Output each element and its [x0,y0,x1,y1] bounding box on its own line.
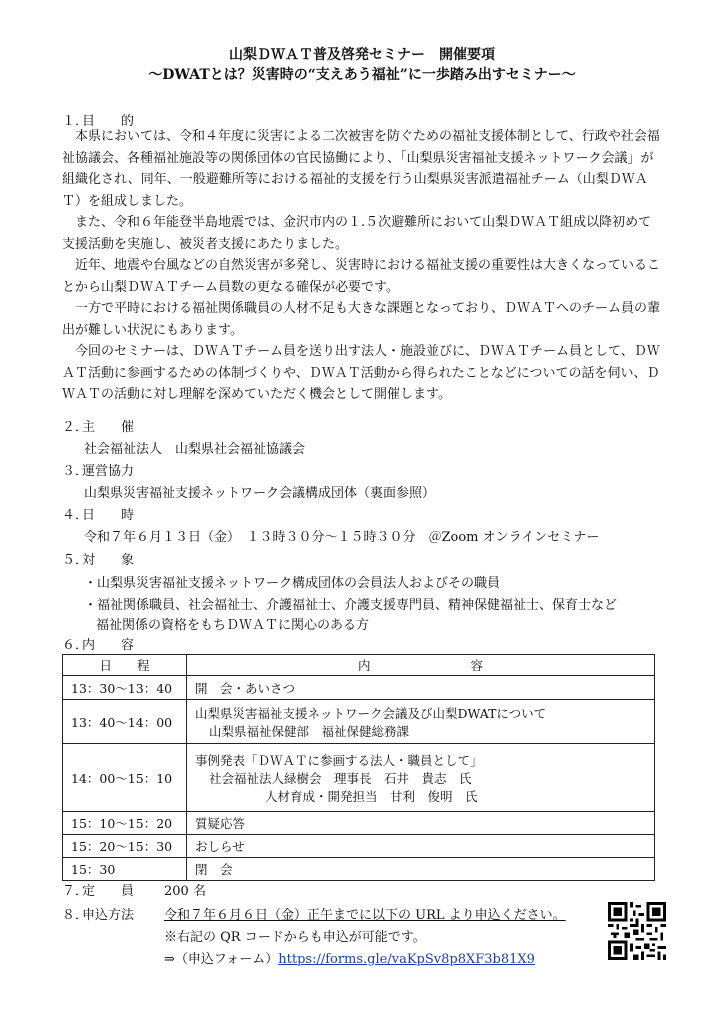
row-content: 質疑応答 [187,812,655,835]
section-purpose-heading: １．目 的 [62,114,135,129]
table-row [63,812,655,835]
organizer-value: 社会福祉法人 山梨県社会福祉協議会 [84,442,306,457]
row-content: 閉 会 [187,858,655,881]
row-content: 山梨県災害福祉支援ネットワーク会議及び山梨DWATについて 山梨県福祉保健部 福祉保健総務課 [187,700,655,744]
page-title: 山梨ＤＷＡＴ普及啓発セミナー 開催要項 [229,47,495,63]
apply-form-line: ⇒（申込フォーム）https://forms.gle/vaKpSv8p8XF3b81X9 [164,952,535,967]
row-time: 15：20～15：30 [63,835,187,858]
purpose-paragraph: 一方で平時における福祉関係職員の人材不足も大きな課題となっており、ＤＷＡＴへのチーム員の輩出が難しい状況にもあります。 [62,301,661,338]
row-content: 事例発表「ＤＷＡＴに参画する法人・職員として」 社会福祉法人緑樹会 理事長 石井 貴志 氏 人材育成・開発担当 甘利 俊明 氏 [187,744,655,812]
schedule-table [62,654,655,881]
qr-code-icon[interactable] [608,902,666,960]
target-item: ・山梨県災害福祉支援ネットワーク構成団体の会員法人およびその職員 [84,576,501,591]
section-cooperation-heading: ３．運営協力 [62,464,135,479]
row-time: 13：40～14：00 [63,700,187,744]
row-time: 13：30～13：40 [63,676,187,700]
row-content: 開 会・あいさつ [187,676,655,700]
purpose-paragraph: 今回のセミナーは、ＤＷＡＴチーム員を送り出す法人・施設並びに、ＤＷＡＴチーム員として、ＤＷＡＴ活動に参画するための体制づくりや、ＤＷＡＴ活動から得られたことなどについての話を伺い、ＤＷＡＴの活動に対し理解を深めていただく機会として開催します。 [62,344,660,402]
apply-form-link[interactable]: https://forms.gle/vaKpSv8p8XF3b81X9 [278,952,535,967]
page-subtitle: ～DWATとは？災害時の“支えあう福祉”に一歩踏み出すセミナー～ [148,67,576,83]
table-row [63,835,655,858]
apply-qr-note: ※右記の QR コードからも申込が可能です。 [164,930,426,945]
col-header-time: 日 程 [63,655,187,676]
table-row [63,700,655,744]
row-time: 15：10～15：20 [63,812,187,835]
row-time: 15：30 [63,858,187,881]
table-row [63,858,655,881]
table-row [63,676,655,700]
purpose-paragraph: 近年、地震や台風などの自然災害が多発し、災害時における福祉支援の重要性は大きくなっていることから山梨ＤＷＡＴチーム員数の更なる確保が必要です。 [62,258,661,295]
section-datetime-heading: ４．日 時 [62,508,135,523]
target-item: ・福祉関係職員、社会福祉士、介護福祉士、介護支援専門員、精神保健福祉士、保育士など [84,598,618,613]
cooperation-value: 山梨県災害福祉支援ネットワーク会議構成団体（裏面参照） [84,486,436,501]
table-row [63,744,655,812]
capacity-value: 200 名 [164,884,206,899]
section-content-heading: ６．内 容 [62,638,135,653]
purpose-body [62,126,662,406]
section-target-heading: ５．対 象 [62,553,135,568]
purpose-paragraph: また、令和６年能登半島地震では、金沢市内の１.５次避難所において山梨ＤＷＡＴ組成以降初めて支援活動を実施し、被災者支援にあたりました。 [62,215,652,252]
table-header-row [63,655,655,676]
apply-deadline: 令和７年６月６日（金）正午までに以下の URL より申込ください。 [164,908,566,923]
section-apply-heading: ８．申込方法 [62,908,135,923]
col-header-content: 内 容 [187,655,655,676]
target-item: 福祉関係の資格をもちＤＷＡＴに関心のある方 [96,618,370,633]
purpose-paragraph: 本県においては、令和４年度に災害による二次被害を防ぐための福祉支援体制として、行政や社会福祉協議会、各種福祉施設等の関係団体の官民協働により、「山梨県災害福祉支援ネットワーク会議」が組織化され、同年、一般避難所等における福祉的支援を行う山梨県災害派遣福祉チーム（山梨ＤＷＡＴ）を組成しました。 [62,129,660,209]
section-organizer-heading: ２．主 催 [62,420,135,435]
row-content: おしらせ [187,835,655,858]
row-time: 14：00～15：10 [63,744,187,812]
section-capacity-heading: ７．定 員 [62,884,135,899]
datetime-value: 令和７年６月１３日（金） １３時３０分～１５時３０分 ＠Zoom オンラインセミナー [84,530,600,545]
